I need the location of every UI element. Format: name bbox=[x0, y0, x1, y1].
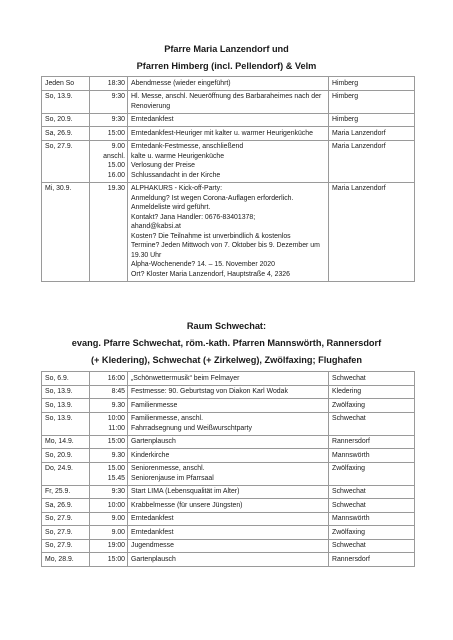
location-cell: Schwechat bbox=[329, 485, 415, 499]
time-cell bbox=[90, 182, 128, 281]
event-line: kalte u. warme Heurigenküche bbox=[131, 152, 225, 160]
time-line: 9:30 bbox=[111, 93, 125, 100]
time-line: 18:30 bbox=[107, 79, 125, 87]
section2-title-line3: (+ Kledering), Schwechat (+ Zirkelweg), Zwölfaxing; Flughafen bbox=[90, 355, 363, 365]
time-line: 9.00 bbox=[111, 143, 125, 150]
section1-schedule-table bbox=[41, 76, 415, 282]
date-cell: So, 13.9. bbox=[42, 399, 90, 413]
date-cell: Jeden So bbox=[42, 77, 90, 91]
event-line: Krabbelmesse (für unsere Jüngsten) bbox=[131, 501, 243, 509]
section2-schedule-table bbox=[41, 371, 415, 567]
time-cell bbox=[90, 412, 128, 435]
table-row bbox=[42, 140, 415, 182]
event-cell bbox=[128, 127, 329, 141]
location-cell: Schwechat bbox=[329, 372, 415, 386]
location-cell: Mannswörth bbox=[329, 449, 415, 463]
event-line: Fahrradsegnung und Weißwurschtparty bbox=[131, 424, 252, 432]
time-line: anschl. bbox=[103, 152, 125, 160]
section2-title-line2: evang. Pfarre Schwechat, röm.-kath. Pfarren Mannswörth, Rannersdorf bbox=[71, 338, 382, 348]
event-line: Schlussandacht in der Kirche bbox=[131, 171, 221, 179]
location-cell: Maria Lanzendorf bbox=[329, 127, 415, 141]
location-cell: Rannersdorf bbox=[329, 553, 415, 567]
time-line: 9.00 bbox=[111, 528, 125, 536]
date-cell: Fr, 25.9. bbox=[42, 485, 90, 499]
event-cell bbox=[128, 399, 329, 413]
event-cell bbox=[128, 435, 329, 449]
time-line: 10:00 bbox=[107, 415, 125, 422]
time-cell bbox=[90, 127, 128, 141]
table-row bbox=[42, 526, 415, 540]
time-cell bbox=[90, 77, 128, 91]
table-row bbox=[42, 372, 415, 386]
event-line: Festmesse: 90. Geburtstag von Diakon Karl Wodak bbox=[131, 388, 288, 395]
time-cell bbox=[90, 539, 128, 553]
time-cell bbox=[90, 449, 128, 463]
location-cell: Zwölfaxing bbox=[329, 526, 415, 540]
event-cell bbox=[128, 412, 329, 435]
event-line: Kosten? Die Teilnahme ist unverbindlich & kostenlos bbox=[131, 232, 291, 240]
table-row bbox=[42, 553, 415, 567]
location-cell: Zwölfaxing bbox=[329, 462, 415, 485]
table-row bbox=[42, 485, 415, 499]
event-line: Termine? Jeden Mittwoch von 7. Oktober bis 9. Dezember um 19.30 Uhr bbox=[131, 242, 320, 259]
event-line: Kontakt? Jana Handler: 0676-83401378; bbox=[131, 213, 256, 221]
event-line: Gartenplausch bbox=[131, 438, 176, 445]
time-cell bbox=[90, 90, 128, 113]
date-cell: So, 6.9. bbox=[42, 372, 90, 386]
date-cell: So, 13.9. bbox=[42, 385, 90, 399]
date-cell: So, 20.9. bbox=[42, 449, 90, 463]
table-row bbox=[42, 512, 415, 526]
time-line: 9.30 bbox=[111, 401, 125, 409]
event-line: Erntedankfest bbox=[131, 515, 174, 522]
table-row bbox=[42, 449, 415, 463]
time-line: 9:30 bbox=[111, 116, 125, 123]
event-line: Erntedankfest bbox=[131, 116, 174, 123]
table-row bbox=[42, 412, 415, 435]
event-line: Seniorenmesse, anschl. bbox=[131, 465, 205, 472]
date-cell: So, 13.9. bbox=[42, 412, 90, 435]
table-row bbox=[42, 435, 415, 449]
event-line: Gartenplausch bbox=[131, 555, 176, 563]
event-cell bbox=[128, 140, 329, 182]
event-line: Erntedankfest bbox=[131, 528, 174, 536]
location-cell: Kledering bbox=[329, 385, 415, 399]
time-cell bbox=[90, 113, 128, 127]
table-row bbox=[42, 539, 415, 553]
location-cell: Himberg bbox=[329, 113, 415, 127]
location-cell: Zwölfaxing bbox=[329, 399, 415, 413]
location-cell: Rannersdorf bbox=[329, 435, 415, 449]
time-cell bbox=[90, 526, 128, 540]
event-cell bbox=[128, 90, 329, 113]
location-cell: Himberg bbox=[329, 90, 415, 113]
event-cell bbox=[128, 485, 329, 499]
location-cell: Schwechat bbox=[329, 499, 415, 513]
time-cell bbox=[90, 553, 128, 567]
location-cell: Himberg bbox=[329, 77, 415, 91]
event-cell bbox=[128, 499, 329, 513]
event-cell bbox=[128, 113, 329, 127]
event-line: Kinderkirche bbox=[131, 451, 170, 459]
section1-title-line1: Pfarre Maria Lanzendorf und bbox=[164, 44, 289, 54]
event-line: Abendmesse (wieder eingeführt) bbox=[131, 79, 231, 87]
event-line: Erntedankfest-Heuriger mit kalter u. warmer Heurigenküche bbox=[131, 129, 313, 137]
time-line: 16:00 bbox=[107, 374, 125, 382]
event-line: Familienmesse, anschl. bbox=[131, 415, 203, 422]
time-line: 9.00 bbox=[111, 515, 125, 522]
event-line: Hl. Messe, anschl. Neueröffnung des Barbaraheimes nach der Renovierung bbox=[131, 93, 322, 110]
time-cell bbox=[90, 499, 128, 513]
time-line: 15:00 bbox=[107, 438, 125, 445]
time-line: 15.00 bbox=[107, 162, 125, 169]
section1-title-line2: Pfarren Himberg (incl. Pellendorf) & Velm bbox=[136, 61, 317, 71]
event-cell bbox=[128, 385, 329, 399]
time-line: 8:45 bbox=[111, 388, 125, 395]
location-cell: Maria Lanzendorf bbox=[329, 140, 415, 182]
table-row bbox=[42, 385, 415, 399]
event-line: „Schönwettermusik“ beim Felmayer bbox=[131, 374, 240, 382]
event-line: Erntedank-Festmesse, anschließend bbox=[131, 143, 244, 150]
section1-heading bbox=[0, 41, 453, 75]
time-line: 19:00 bbox=[107, 542, 125, 549]
date-cell: So, 20.9. bbox=[42, 113, 90, 127]
event-cell bbox=[128, 553, 329, 567]
table-row bbox=[42, 399, 415, 413]
time-line: 15:00 bbox=[107, 129, 125, 137]
event-line: Verlosung der Preise bbox=[131, 162, 195, 169]
date-cell: So, 27.9. bbox=[42, 526, 90, 540]
location-cell: Maria Lanzendorf bbox=[329, 182, 415, 281]
event-cell bbox=[128, 77, 329, 91]
location-cell: Schwechat bbox=[329, 412, 415, 435]
time-cell bbox=[90, 399, 128, 413]
event-cell bbox=[128, 462, 329, 485]
event-cell bbox=[128, 449, 329, 463]
table-row bbox=[42, 113, 415, 127]
event-line: Jugendmesse bbox=[131, 542, 174, 549]
table-row bbox=[42, 90, 415, 113]
time-line: 15.00 bbox=[107, 465, 125, 472]
date-cell: Do, 24.9. bbox=[42, 462, 90, 485]
table-row bbox=[42, 182, 415, 281]
time-cell bbox=[90, 140, 128, 182]
event-cell bbox=[128, 526, 329, 540]
time-cell bbox=[90, 485, 128, 499]
time-line: 16.00 bbox=[107, 171, 125, 179]
section2-heading bbox=[0, 318, 453, 369]
event-line: Alpha-Wochenende? 14. – 15. November 2020 bbox=[131, 261, 275, 268]
event-line: Anmeldung? Ist wegen Corona-Auflagen erforderlich. Anmeldeliste wird geführt. bbox=[131, 194, 294, 211]
time-line: 15:00 bbox=[107, 555, 125, 563]
table-row bbox=[42, 499, 415, 513]
event-cell bbox=[128, 512, 329, 526]
section2-title-line1: Raum Schwechat: bbox=[186, 321, 267, 331]
event-line: Start LIMA (Lebensqualität im Alter) bbox=[131, 488, 240, 495]
time-cell bbox=[90, 372, 128, 386]
time-cell bbox=[90, 512, 128, 526]
date-cell: So, 27.9. bbox=[42, 140, 90, 182]
location-cell: Schwechat bbox=[329, 539, 415, 553]
date-cell: Mi, 30.9. bbox=[42, 182, 90, 281]
table-row bbox=[42, 127, 415, 141]
date-cell: Sa, 26.9. bbox=[42, 127, 90, 141]
date-cell: Mo, 28.9. bbox=[42, 553, 90, 567]
date-cell: So, 27.9. bbox=[42, 512, 90, 526]
time-line: 10:00 bbox=[107, 501, 125, 509]
date-cell: So, 13.9. bbox=[42, 90, 90, 113]
event-line: Ort? Kloster Maria Lanzendorf, Hauptstraße 4, 2326 bbox=[131, 270, 290, 278]
event-cell bbox=[128, 372, 329, 386]
time-cell bbox=[90, 462, 128, 485]
event-cell bbox=[128, 539, 329, 553]
event-line: Familienmesse bbox=[131, 401, 178, 409]
location-cell: Mannswörth bbox=[329, 512, 415, 526]
event-line: Seniorenjause im Pfarrsaal bbox=[131, 474, 214, 482]
event-line: ahand@kabsi.at bbox=[131, 223, 181, 230]
time-line: 11:00 bbox=[108, 424, 125, 432]
date-cell: Sa, 26.9. bbox=[42, 499, 90, 513]
table-row bbox=[42, 77, 415, 91]
time-cell bbox=[90, 435, 128, 449]
date-cell: Mo, 14.9. bbox=[42, 435, 90, 449]
event-line: ALPHAKURS - Kick-off-Party: bbox=[131, 185, 223, 192]
time-line: 15.45 bbox=[107, 474, 125, 482]
date-cell: So, 27.9. bbox=[42, 539, 90, 553]
time-line: 9.30 bbox=[111, 451, 125, 459]
time-cell bbox=[90, 385, 128, 399]
time-line: 19.30 bbox=[107, 185, 125, 192]
time-line: 9:30 bbox=[111, 488, 125, 495]
table-row bbox=[42, 462, 415, 485]
event-cell bbox=[128, 182, 329, 281]
